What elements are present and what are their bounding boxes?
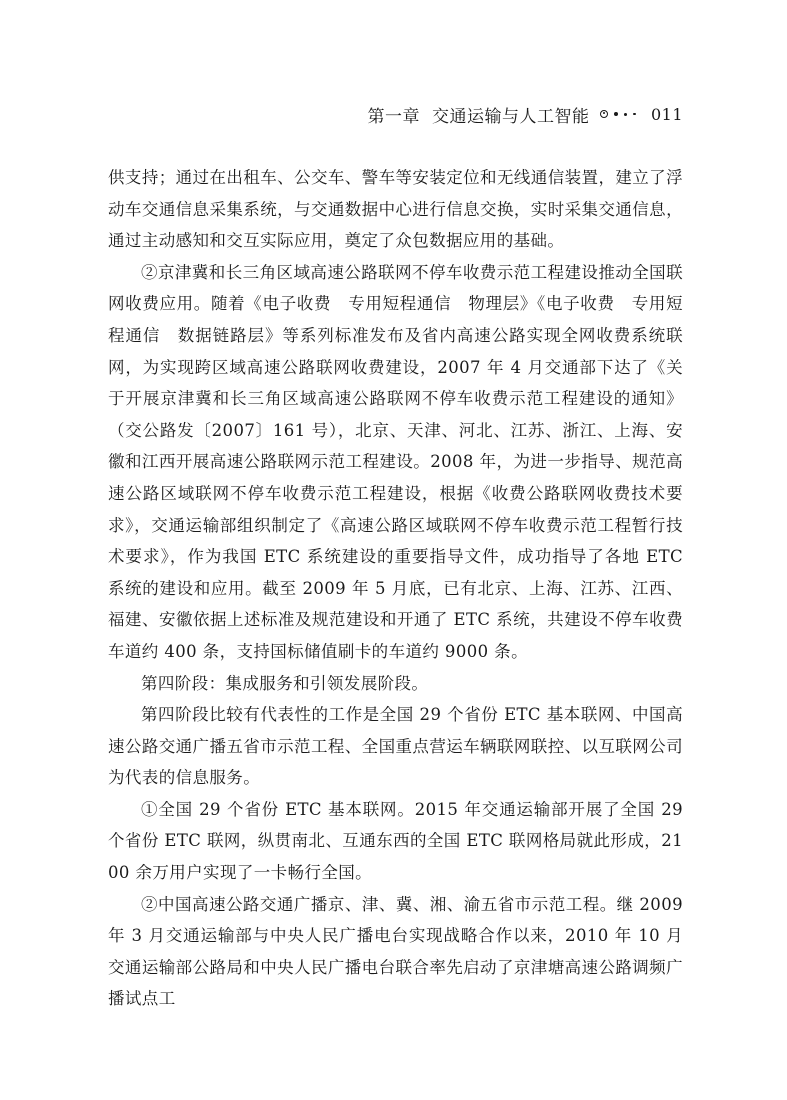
ornament-dot-large-icon	[600, 110, 608, 118]
header-ornament-dots-icon	[597, 110, 639, 118]
chapter-title: 交通运输与人工智能	[431, 106, 590, 127]
page-number: 011	[650, 104, 683, 124]
paragraph-2: ②京津冀和长三角区域高速公路联网不停车收费示范工程建设推动全国联网收费应用。随着《电子收费 专用短程通信 物理层》《电子收费 专用短程通信 数据链路层》等系列标准发布及省内高速公路实现全网收费系统联网，为实现跨区域高速公路联网收费建设，2007 年 4 月交通部下达了《关于开展京津冀和长三角区域高速公路联网不停车收费示范工程建设的通知》（交公路发〔2007〕161 号），北京、天津、河北、江苏、浙江、上海、安徽和江西开展高速公路联网示范工程建设。2008 年，为进一步指导、规范高速公路区域联网不停车收费示范工程建设，根据《收费公路联网收费技术要求》，交通运输部组织制定了《高速公路区域联网不停车收费示范工程暂行技术要求》，作为我国 ETC 系统建设的重要指导文件，成功指导了各地 ETC 系统的建设和应用。截至 2009 年 5 月底，已有北京、上海、江苏、江西、福建、安徽依据上述标准及规范建设和开通了 ETC 系统，共建设不停车收费车道约 400 条，支持国标储值刷卡的车道约 9000 条。	[108, 262, 683, 661]
paragraph-3: 第四阶段：集成服务和引领发展阶段。	[141, 673, 429, 693]
paragraph-1: 供支持；通过在出租车、公交车、警车等安装定位和无线通信装置，建立了浮动车交通信息采集系统，与交通数据中心进行信息交换，实时采集交通信息，通过主动感知和交互实际应用，奠定了众包数据应用的基础。	[108, 168, 683, 251]
body-text	[108, 162, 683, 1015]
ornament-dot-icon	[624, 113, 627, 116]
paragraph-5: ①全国 29 个省份 ETC 基本联网。2015 年交通运输部开展了全国 29 个省份 ETC 联网，纵贯南北、互通东西的全国 ETC 联网格局就此形成，2100 余万用户实现了一卡畅行全国。	[108, 799, 683, 883]
ornament-dot-icon	[633, 113, 636, 116]
running-header	[108, 102, 683, 126]
ornament-dot-icon	[614, 112, 618, 116]
paragraph-6: ②中国高速公路交通广播京、津、冀、湘、渝五省市示范工程。继 2009 年 3 月交通运输部与中央人民广播电台实现战略合作以来，2010 年 10 月交通运输部公路局和中央人民广播电台联合率先启动了京津塘高速公路调频广播试点工	[108, 894, 683, 1009]
chapter-label: 第一章	[367, 106, 420, 127]
paragraph-4: 第四阶段比较有代表性的工作是全国 29 个省份 ETC 基本联网、中国高速公路交通广播五省市示范工程、全国重点营运车辆联网联控、以互联网公司为代表的信息服务。	[108, 705, 683, 788]
